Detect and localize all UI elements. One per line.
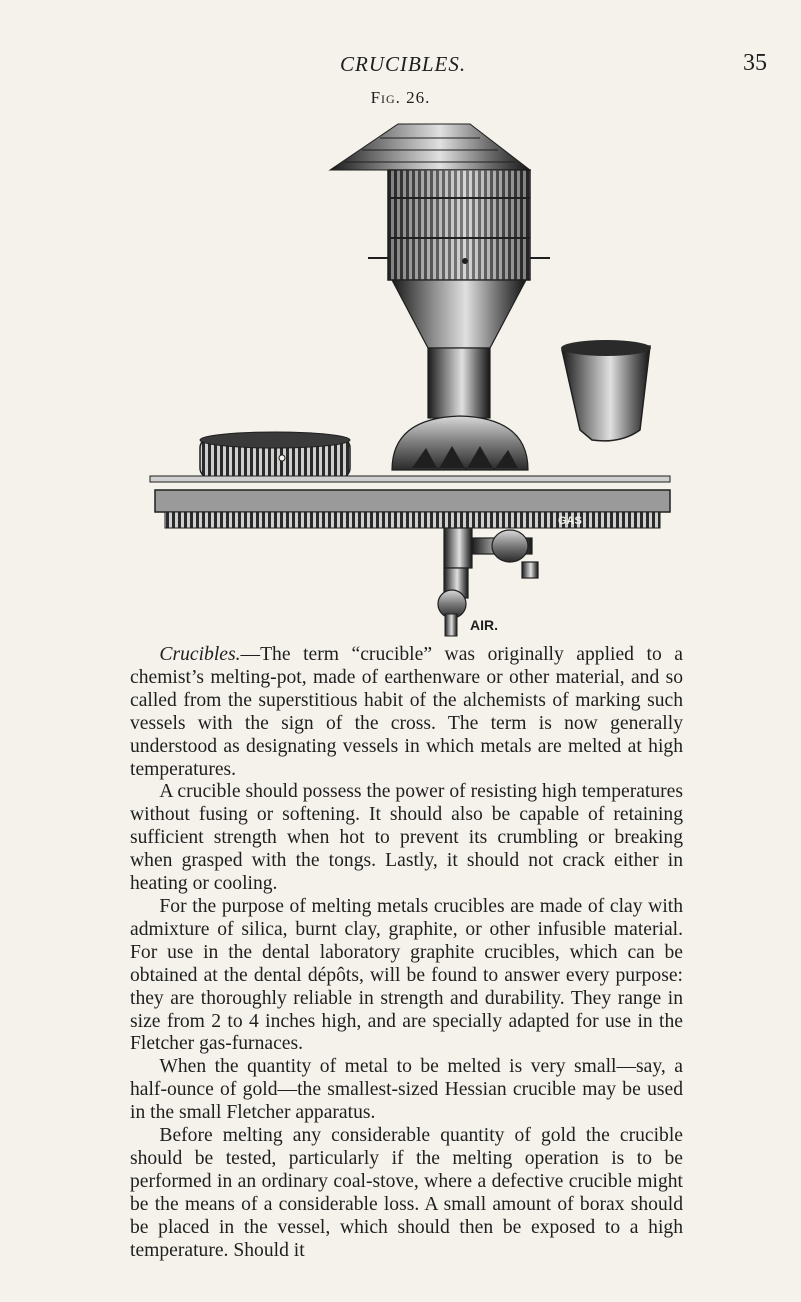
running-head <box>0 50 801 80</box>
gas-label: GAS <box>558 515 582 527</box>
paragraph-2: A crucible should possess the power of resisting high temperatures without fusing or softening. It should also be capable of retaining sufficient strength when hot to prevent its crumbling or breaking when grasped with the tongs. Lastly, it should not crack either in heating or cooling. <box>130 781 683 895</box>
furnace-funnel <box>392 280 526 418</box>
body-text <box>130 644 683 1262</box>
furnace-table <box>150 476 670 528</box>
paragraph-crucibles <box>130 644 683 781</box>
air-tap <box>438 568 498 636</box>
air-label: AIR. <box>470 617 498 633</box>
paragraph-1-text: —The term “crucible” was originally applied to a chemist’s melting-pot, made of earthenware or other material, and so called from the superstitious habit of the alchemists of marking such vessels with the sign of the cross. The term is now generally understood as designating vessels in which metals are melted at high temperatures. <box>130 644 683 780</box>
paragraph-4: When the quantity of metal to be melted is very small—say, a half-ounce of gold—the smallest-sized Hessian crucible may be used in the small Fletcher apparatus. <box>130 1056 683 1124</box>
paragraph-lead: Crucibles. <box>159 644 241 665</box>
figure-label: Fig. 26. <box>370 88 431 107</box>
page-number: 35 <box>743 50 767 76</box>
furnace-body <box>368 170 550 280</box>
furnace-cover <box>330 124 530 170</box>
fletcher-furnace-illustration <box>130 118 690 638</box>
running-title: CRUCIBLES. <box>340 52 467 76</box>
graphite-crucible <box>561 340 651 441</box>
paragraph-5: Before melting any considerable quantity of gold the crucible should be tested, particularly if the melting operation is to be performed in an ordinary coal-stove, where a defective crucible might be the means of a considerable loss. A small amount of borax should be placed in the vessel, which should then be exposed to a high temperature. Should it <box>130 1125 683 1261</box>
burner-base <box>392 416 528 470</box>
paragraph-3: For the purpose of melting metals crucibles are made of clay with admixture of silica, burnt clay, graphite, or other infusible material. For use in the dental laboratory graphite crucibles, which can be obtained at the dental dépôts, will be found to answer every purpose: they are thoroughly reliable in strength and durability. They range in size from 2 to 4 inches high, and are specially adapted for use in the Fletcher gas-furnaces. <box>130 895 683 1055</box>
crucible-ring <box>200 432 350 478</box>
